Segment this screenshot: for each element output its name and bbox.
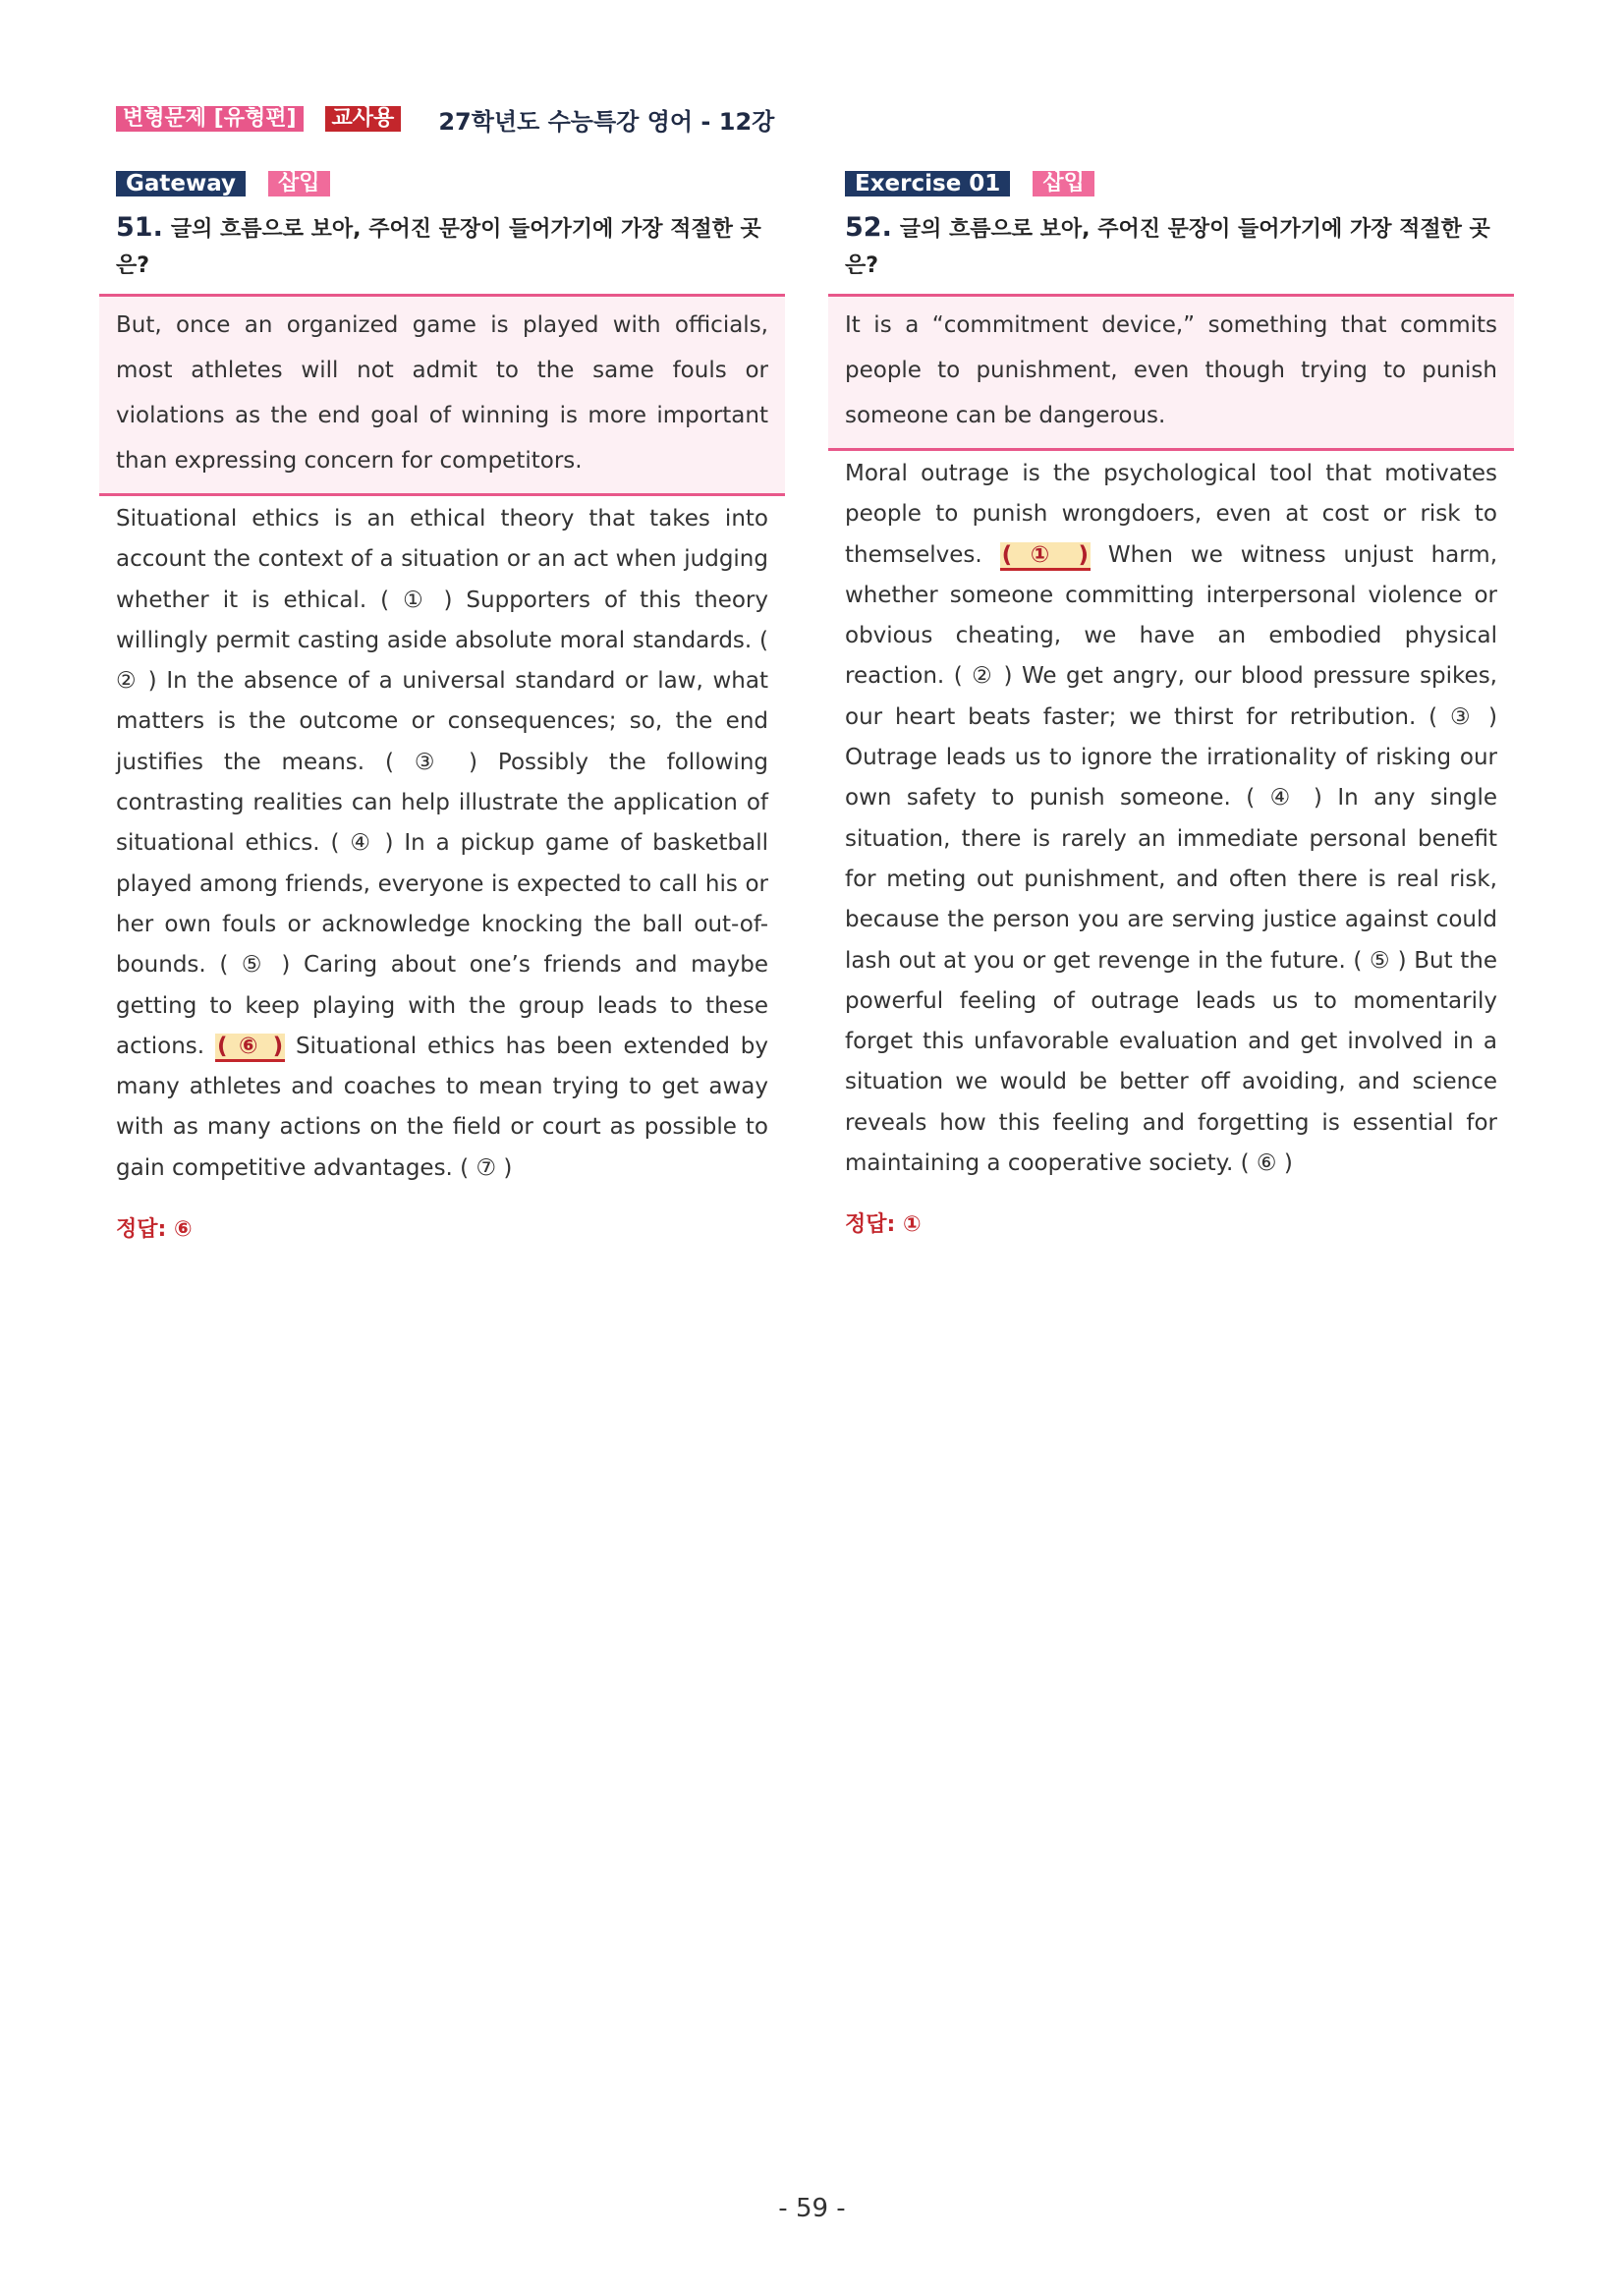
question-text (99, 209, 764, 284)
teacher-tag: 교사용 (325, 106, 402, 132)
question-number: 52. (845, 212, 892, 243)
question-text (828, 209, 1493, 284)
question-51 (99, 170, 785, 1243)
passage-after: Situational ethics has been extended by many athletes and coaches to mean trying to get away with as many actions on the field or court as possible to gain competitive advantages. ( ⑦ ) (116, 1033, 768, 1181)
question-labels (828, 170, 1514, 197)
page-header (116, 102, 774, 136)
header-title: 27학년도 수능특강 영어 - 12강 (438, 107, 775, 136)
given-sentence-box: It is a “commitment device,” something that commits people to punishment, even though trying to punish someone can be dangerous. (828, 294, 1514, 451)
section-label: Gateway (116, 171, 246, 196)
answer-text: 정답: ① (845, 1212, 922, 1238)
passage-before: Situational ethics is an ethical theory that takes into account the context of a situation or an act when judging whether it is ethical. ( ① ) Supporters of this theory willingly permit casting aside absolute moral standards. ( ② ) In the absence of a universal standard or law, what matters is the outcome or consequences; so, the end justifies the means. ( ③ ) Possibly the following contrasting realities can help illustrate the application of situational ethics. ( ④ ) In a pickup game of basketball played among friends, everyone is expected to call his or her own fouls or acknowledge knocking the ball out-of-bounds. ( ⑤ ) Caring about one’s friends and maybe getting to keep playing with the group leads to these actions. (116, 506, 768, 1059)
category-tag: 변형문제 [유형편] (116, 106, 304, 132)
passage (99, 496, 785, 1189)
passage (828, 451, 1514, 1184)
given-sentence-box: But, once an organized game is played with officials, most athletes will not admit to the same fouls or violations as the end goal of winning is more important than expressing concern for competitors. (99, 294, 785, 496)
question-labels (99, 170, 785, 197)
passage-after: When we witness unjust harm, whether someone committing interpersonal violence or obvious cheating, we have an embodied physical reaction. ( ② ) We get angry, our blood pressure spikes, our heart beats faster; we thirst for retribution. ( ③ ) Outrage leads us to ignore the irrationality of risking our own safety to punish someone. ( ④ ) In any single situation, there is rarely an immediate personal benefit for meting out punishment, and often there is real risk, because the person you are serving justice against could lash out at you or get revenge in the future. ( ⑤ ) But the powerful feeling of outrage leads us to momentarily forget this unfavorable evaluation and get involved in a situation we would be better off avoiding, and science reveals how this feeling and forgetting is essential for maintaining a cooperative society. ( ⑥ ) (845, 541, 1498, 1177)
answer-highlight: ( ⑥ ) (215, 1034, 285, 1062)
question-number: 51. (116, 212, 163, 243)
answer-highlight: ( ① ) (1000, 542, 1091, 571)
question-prompt: 글의 흐름으로 보아, 주어진 문장이 들어가기에 가장 적절한 곳은? (845, 217, 1490, 278)
question-52 (828, 170, 1514, 1238)
answer-text: 정답: ⑥ (116, 1217, 193, 1243)
type-label: 삽입 (268, 171, 330, 196)
passage-before: Moral outrage is the psychological tool that motivates people to punish wrongdoers, even at cost or risk to themselves. (845, 461, 1497, 568)
page-number: - 59 - (778, 2194, 846, 2223)
type-label: 삽입 (1033, 171, 1094, 196)
section-label: Exercise 01 (845, 171, 1010, 196)
question-prompt: 글의 흐름으로 보아, 주어진 문장이 들어가기에 가장 적절한 곳은? (116, 217, 761, 278)
